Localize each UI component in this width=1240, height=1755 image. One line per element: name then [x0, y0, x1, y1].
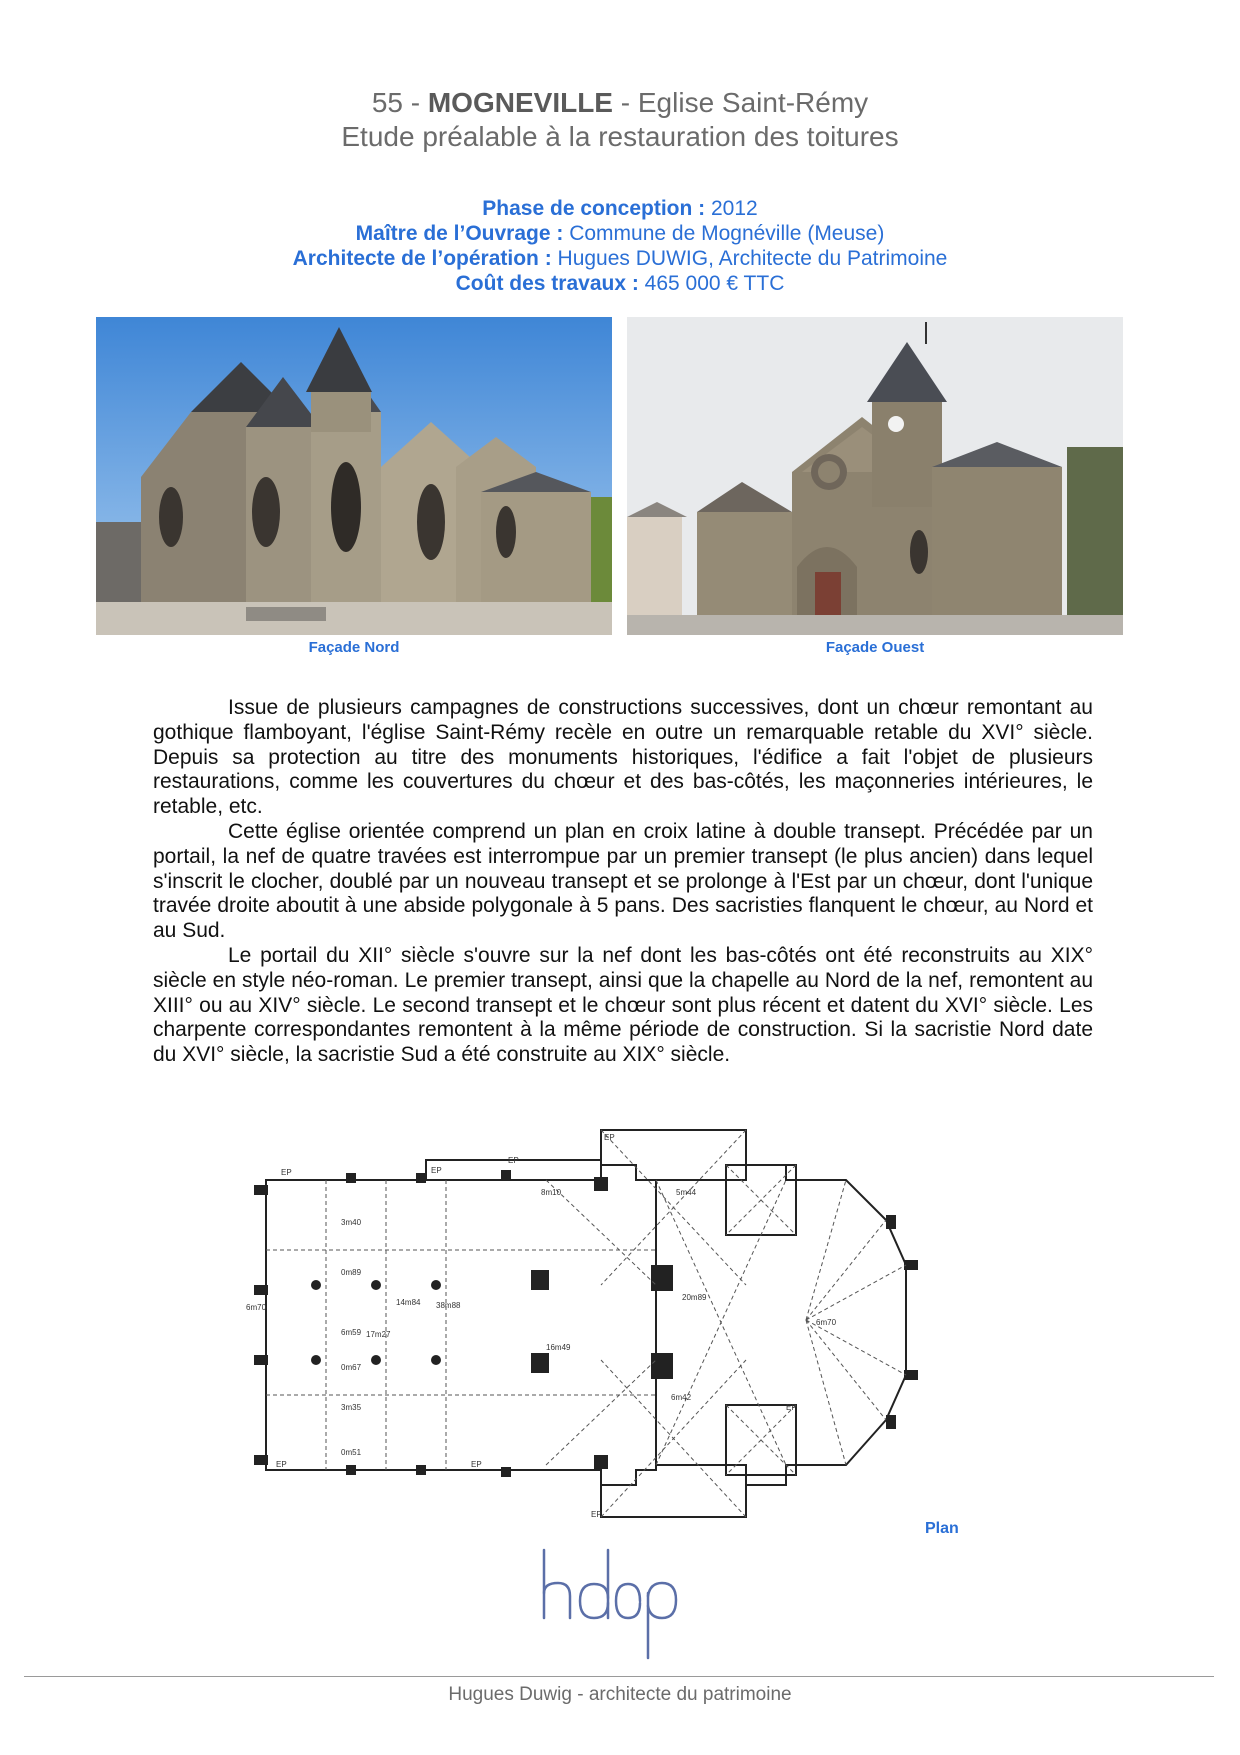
plan-label-ep: EP [786, 1403, 797, 1412]
description-text [153, 696, 1093, 1068]
paragraph: Cette église orientée comprend un plan en croix latine à double transept. Précédée par un portail, la nef de quatre travées est interrompue par un premier transept (le plus ancien) dans lequel s'inscrit le clocher, doublé par un nouveau transept et se prolonge à l'Est par un chœur, dont l'unique travée droite aboutit à une abside polygonale à 5 pans. Des sacristies flanquent le chœur, au Nord et au Sud. [153, 819, 1093, 943]
paragraph: Le portail du XII° siècle s'ouvre sur la nef dont les bas-côtés ont été reconstruits au XIX° siècle en style néo-roman. Le premier transept, ainsi que la chapelle au Nord de la nef, remontent au XIII° ou au XIV° siècle. Le second transept et le chœur sont plus récent et datent du XVI° siècle. Les charpente correspondantes remontent à la même période de construction. Si la sacristie Nord date du XVI° siècle, la sacristie Sud a été construite au XIX° siècle. [153, 943, 1093, 1067]
owner-label: Maître de l’Ouvrage : [355, 222, 570, 245]
plan-dimension: 6m59 [341, 1328, 362, 1337]
plan-dimension: 6m70 [816, 1318, 837, 1327]
photo-north-facade [96, 317, 612, 635]
plan-label-ep: EP [471, 1460, 482, 1469]
town-name: MOGNEVILLE [427, 87, 613, 118]
caption-plan: Plan [925, 1520, 959, 1537]
project-number: 55 [371, 87, 403, 118]
cost-label: Coût des travaux : [455, 272, 645, 295]
plan-label-ep: EP [281, 1168, 292, 1177]
plan-label-ep: EP [276, 1460, 287, 1469]
plan-dimension: 0m67 [341, 1363, 362, 1372]
title-separator: - [402, 87, 428, 118]
plan-dimension: 6m42 [671, 1393, 692, 1402]
page-title [0, 86, 1240, 120]
paragraph: Issue de plusieurs campagnes de constructions successives, dont un chœur remontant au gothique flamboyant, l'église Saint-Rémy recèle en outre un remarquable retable du XVI° siècle. Depuis sa protection au titre des monuments historiques, l'édifice a fait l'objet de plusieurs restaurations, comme les couvertures du chœur et des bas-côtés, les maçonneries intérieures, le retable, etc. [153, 696, 1093, 819]
info-architect [0, 246, 1240, 271]
plan-dimension: 17m27 [366, 1330, 391, 1339]
plan-dimension: 0m51 [341, 1448, 362, 1457]
plan-label-ep: EP [431, 1166, 442, 1175]
logo-text: hdap [540, 1548, 543, 1549]
title-separator: - [612, 87, 638, 118]
plan-dimension: 0m89 [341, 1268, 362, 1277]
plan-dimension: 14m84 [396, 1298, 421, 1307]
title-block [0, 86, 1240, 154]
plan-label-ep: EP [508, 1156, 519, 1165]
plan-dimension: 5m44 [676, 1188, 697, 1197]
phase-value: 2012 [711, 197, 758, 220]
church-floor-plan [246, 1125, 966, 1520]
info-owner [0, 221, 1240, 246]
plan-dimension: 16m49 [546, 1343, 571, 1352]
caption-west-facade: Façade Ouest [825, 639, 925, 656]
footer-divider [24, 1676, 1214, 1677]
info-phase [0, 196, 1240, 221]
plan-dimension: 8m10 [541, 1188, 562, 1197]
plan-dimension: 38m88 [436, 1301, 461, 1310]
plan-dimension: 3m40 [341, 1218, 362, 1227]
page-subtitle: Etude préalable à la restauration des toitures [341, 121, 899, 152]
owner-value: Commune de Mognéville (Meuse) [569, 222, 885, 245]
photo-west-facade [627, 317, 1123, 635]
info-cost [0, 271, 1240, 296]
caption-north-facade: Façade Nord [308, 639, 400, 656]
footer-text: Hugues Duwig - architecte du patrimoine [448, 1684, 792, 1705]
cost-value: 465 000 € TTC [644, 272, 785, 295]
plan-label-ep: EP [604, 1133, 615, 1142]
phase-label: Phase de conception : [482, 197, 711, 220]
project-info [0, 196, 1240, 296]
architect-label: Architecte de l’opération : [292, 247, 558, 270]
plan-dimension: 3m35 [341, 1403, 362, 1412]
plan-dimension: 20m89 [682, 1293, 707, 1302]
plan-dimension: 6m70 [246, 1303, 267, 1312]
plan-label-ep: EP [591, 1510, 602, 1519]
church-name: Eglise Saint-Rémy [637, 87, 869, 118]
hdap-logo [540, 1548, 680, 1660]
architect-value: Hugues DUWIG, Architecte du Patrimoine [557, 247, 948, 270]
